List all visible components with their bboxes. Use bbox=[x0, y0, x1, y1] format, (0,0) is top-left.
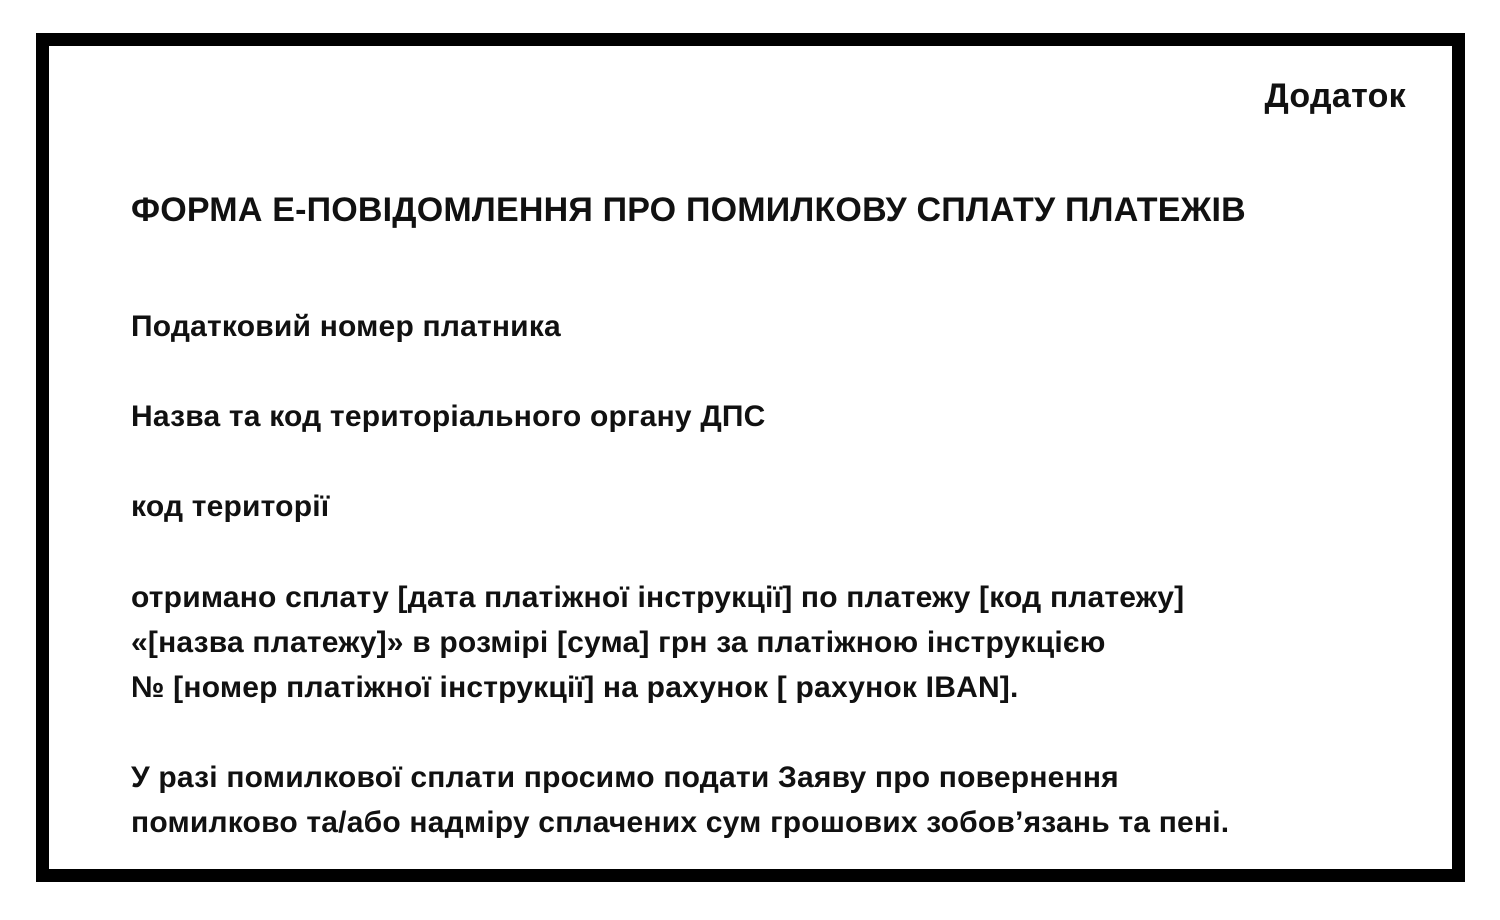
note-paragraph-line: У разі помилкової сплати просимо подати Заяву про повернення bbox=[131, 761, 1119, 794]
payment-paragraph-line: отримано сплату [дата платіжної інструкції] по платежу [код платежу] bbox=[131, 581, 1185, 614]
note-paragraph bbox=[131, 755, 1229, 845]
note-paragraph-line: помилково та/або надміру сплачених сум грошових зобов’язань та пені. bbox=[131, 806, 1230, 839]
payment-paragraph bbox=[131, 575, 1184, 710]
document-frame bbox=[36, 33, 1465, 882]
document-title: ФОРМА Е-ПОВІДОМЛЕННЯ ПРО ПОМИЛКОВУ СПЛАТУ ПЛАТЕЖІВ bbox=[131, 191, 1246, 229]
taxpayer-number-field: Податковий номер платника bbox=[131, 310, 561, 343]
payment-paragraph-line: № [номер платіжної інструкції] на рахунок [ рахунок IBAN]. bbox=[131, 671, 1019, 704]
payment-paragraph-line: «[назва платежу]» в розмірі [сума] грн за платіжною інструкцією bbox=[131, 626, 1106, 659]
appendix-label: Додаток bbox=[1264, 77, 1406, 115]
territory-code-field: код території bbox=[131, 490, 330, 523]
tax-authority-field: Назва та код територіального органу ДПС bbox=[131, 400, 766, 433]
